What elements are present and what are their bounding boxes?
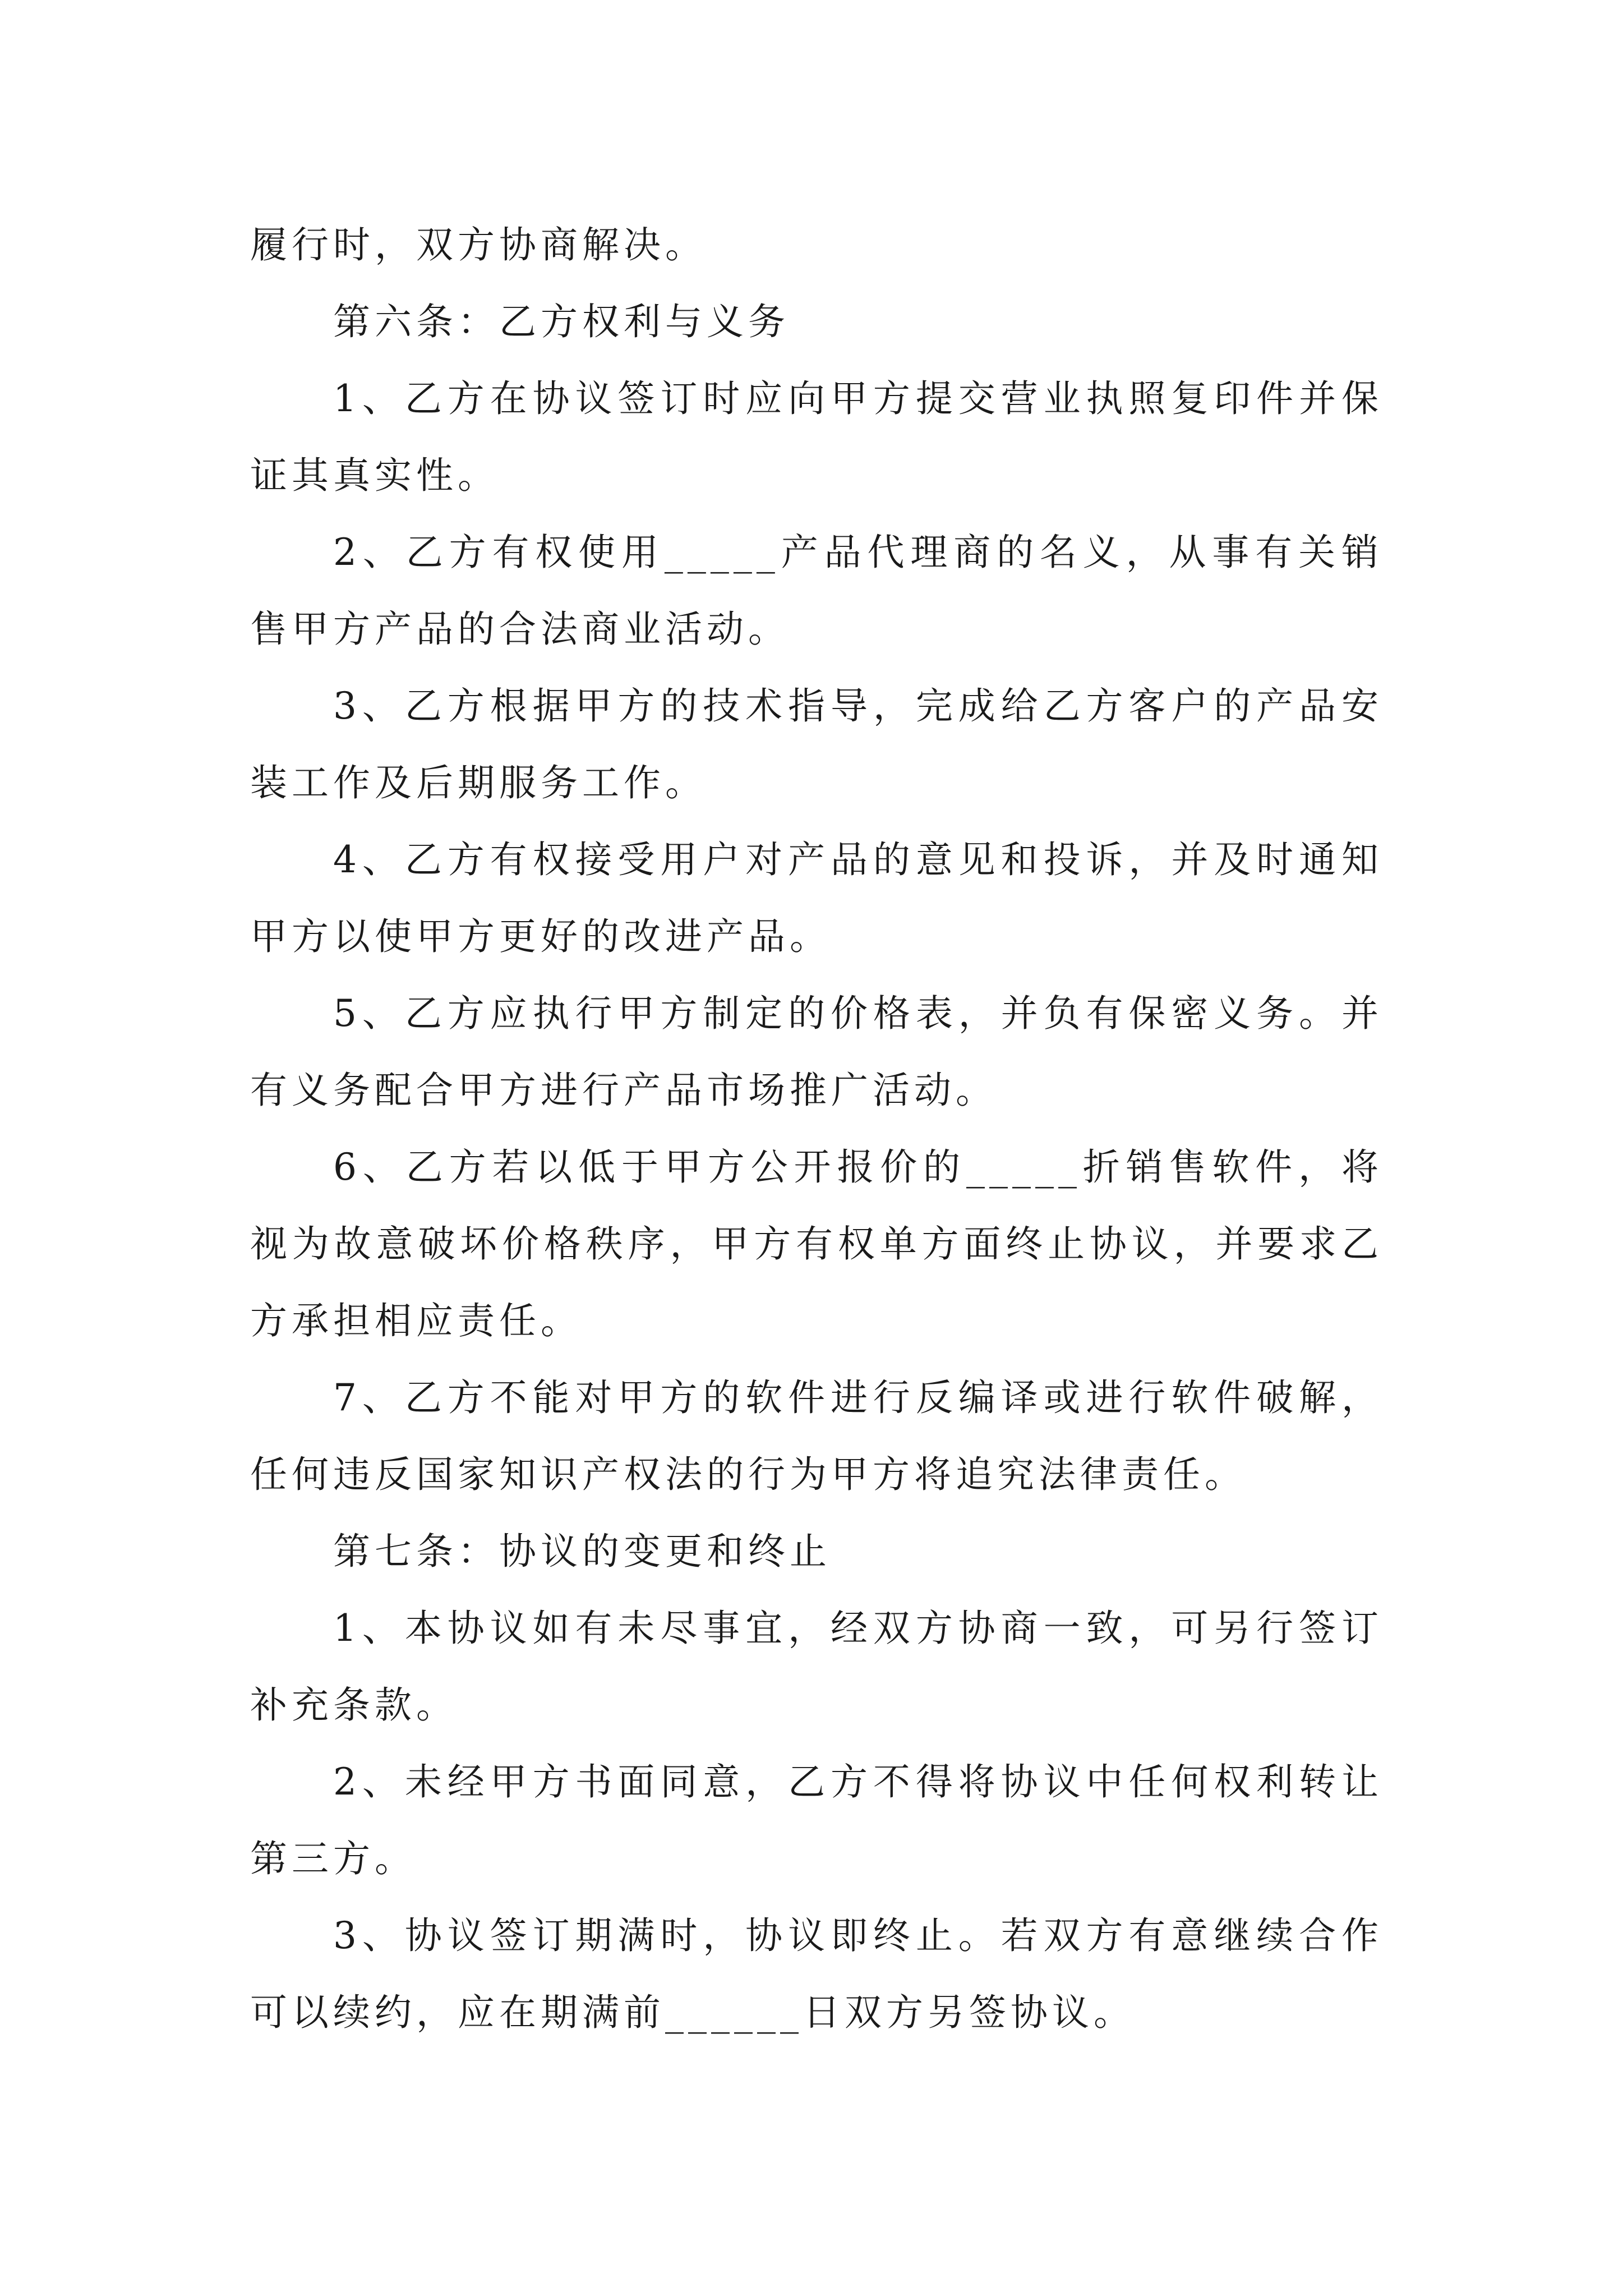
article-6-clause-5: 5、乙方应执行甲方制定的价格表，并负有保密义务。并有义务配合甲方进行产品市场推广活动。 (250, 992, 1383, 1112)
article-7-clause-1: 1、本协议如有未尽事宜，经双方协商一致，可另行签订补充条款。 (250, 1607, 1383, 1727)
article-7-clause-3: 3、协议签订期满时，协议即终止。若双方有意继续合作可以续约，应在期满前______日双方另签协议。 (250, 1914, 1383, 2034)
article-6-clause-4: 4、乙方有权接受用户对产品的意见和投诉，并及时通知甲方以使甲方更好的改进产品。 (250, 838, 1383, 958)
article-7-heading: 第七条：协议的变更和终止 (333, 1530, 831, 1573)
article-6-clause-1: 1、乙方在协议签订时应向甲方提交营业执照复印件并保证其真实性。 (250, 377, 1383, 497)
article-6-heading: 第六条：乙方权利与义务 (333, 300, 790, 343)
document-body (250, 206, 1383, 2051)
paragraph-continuation: 履行时，双方协商解决。 (250, 223, 707, 266)
article-6-clause-3: 3、乙方根据甲方的技术指导，完成给乙方客户的产品安装工作及后期服务工作。 (250, 684, 1383, 804)
article-6-clause-7: 7、乙方不能对甲方的软件进行反编译或进行软件破解，任何违反国家知识产权法的行为甲方将追究法律责任。 (250, 1376, 1383, 1496)
article-6-clause-2: 2、乙方有权使用_____产品代理商的名义，从事有关销售甲方产品的合法商业活动。 (250, 531, 1383, 651)
article-7-clause-2: 2、未经甲方书面同意，乙方不得将协议中任何权利转让第三方。 (250, 1760, 1383, 1880)
article-6-clause-6: 6、乙方若以低于甲方公开报价的_____折销售软件，将视为故意破坏价格秩序，甲方有权单方面终止协议，并要求乙方承担相应责任。 (250, 1145, 1383, 1342)
